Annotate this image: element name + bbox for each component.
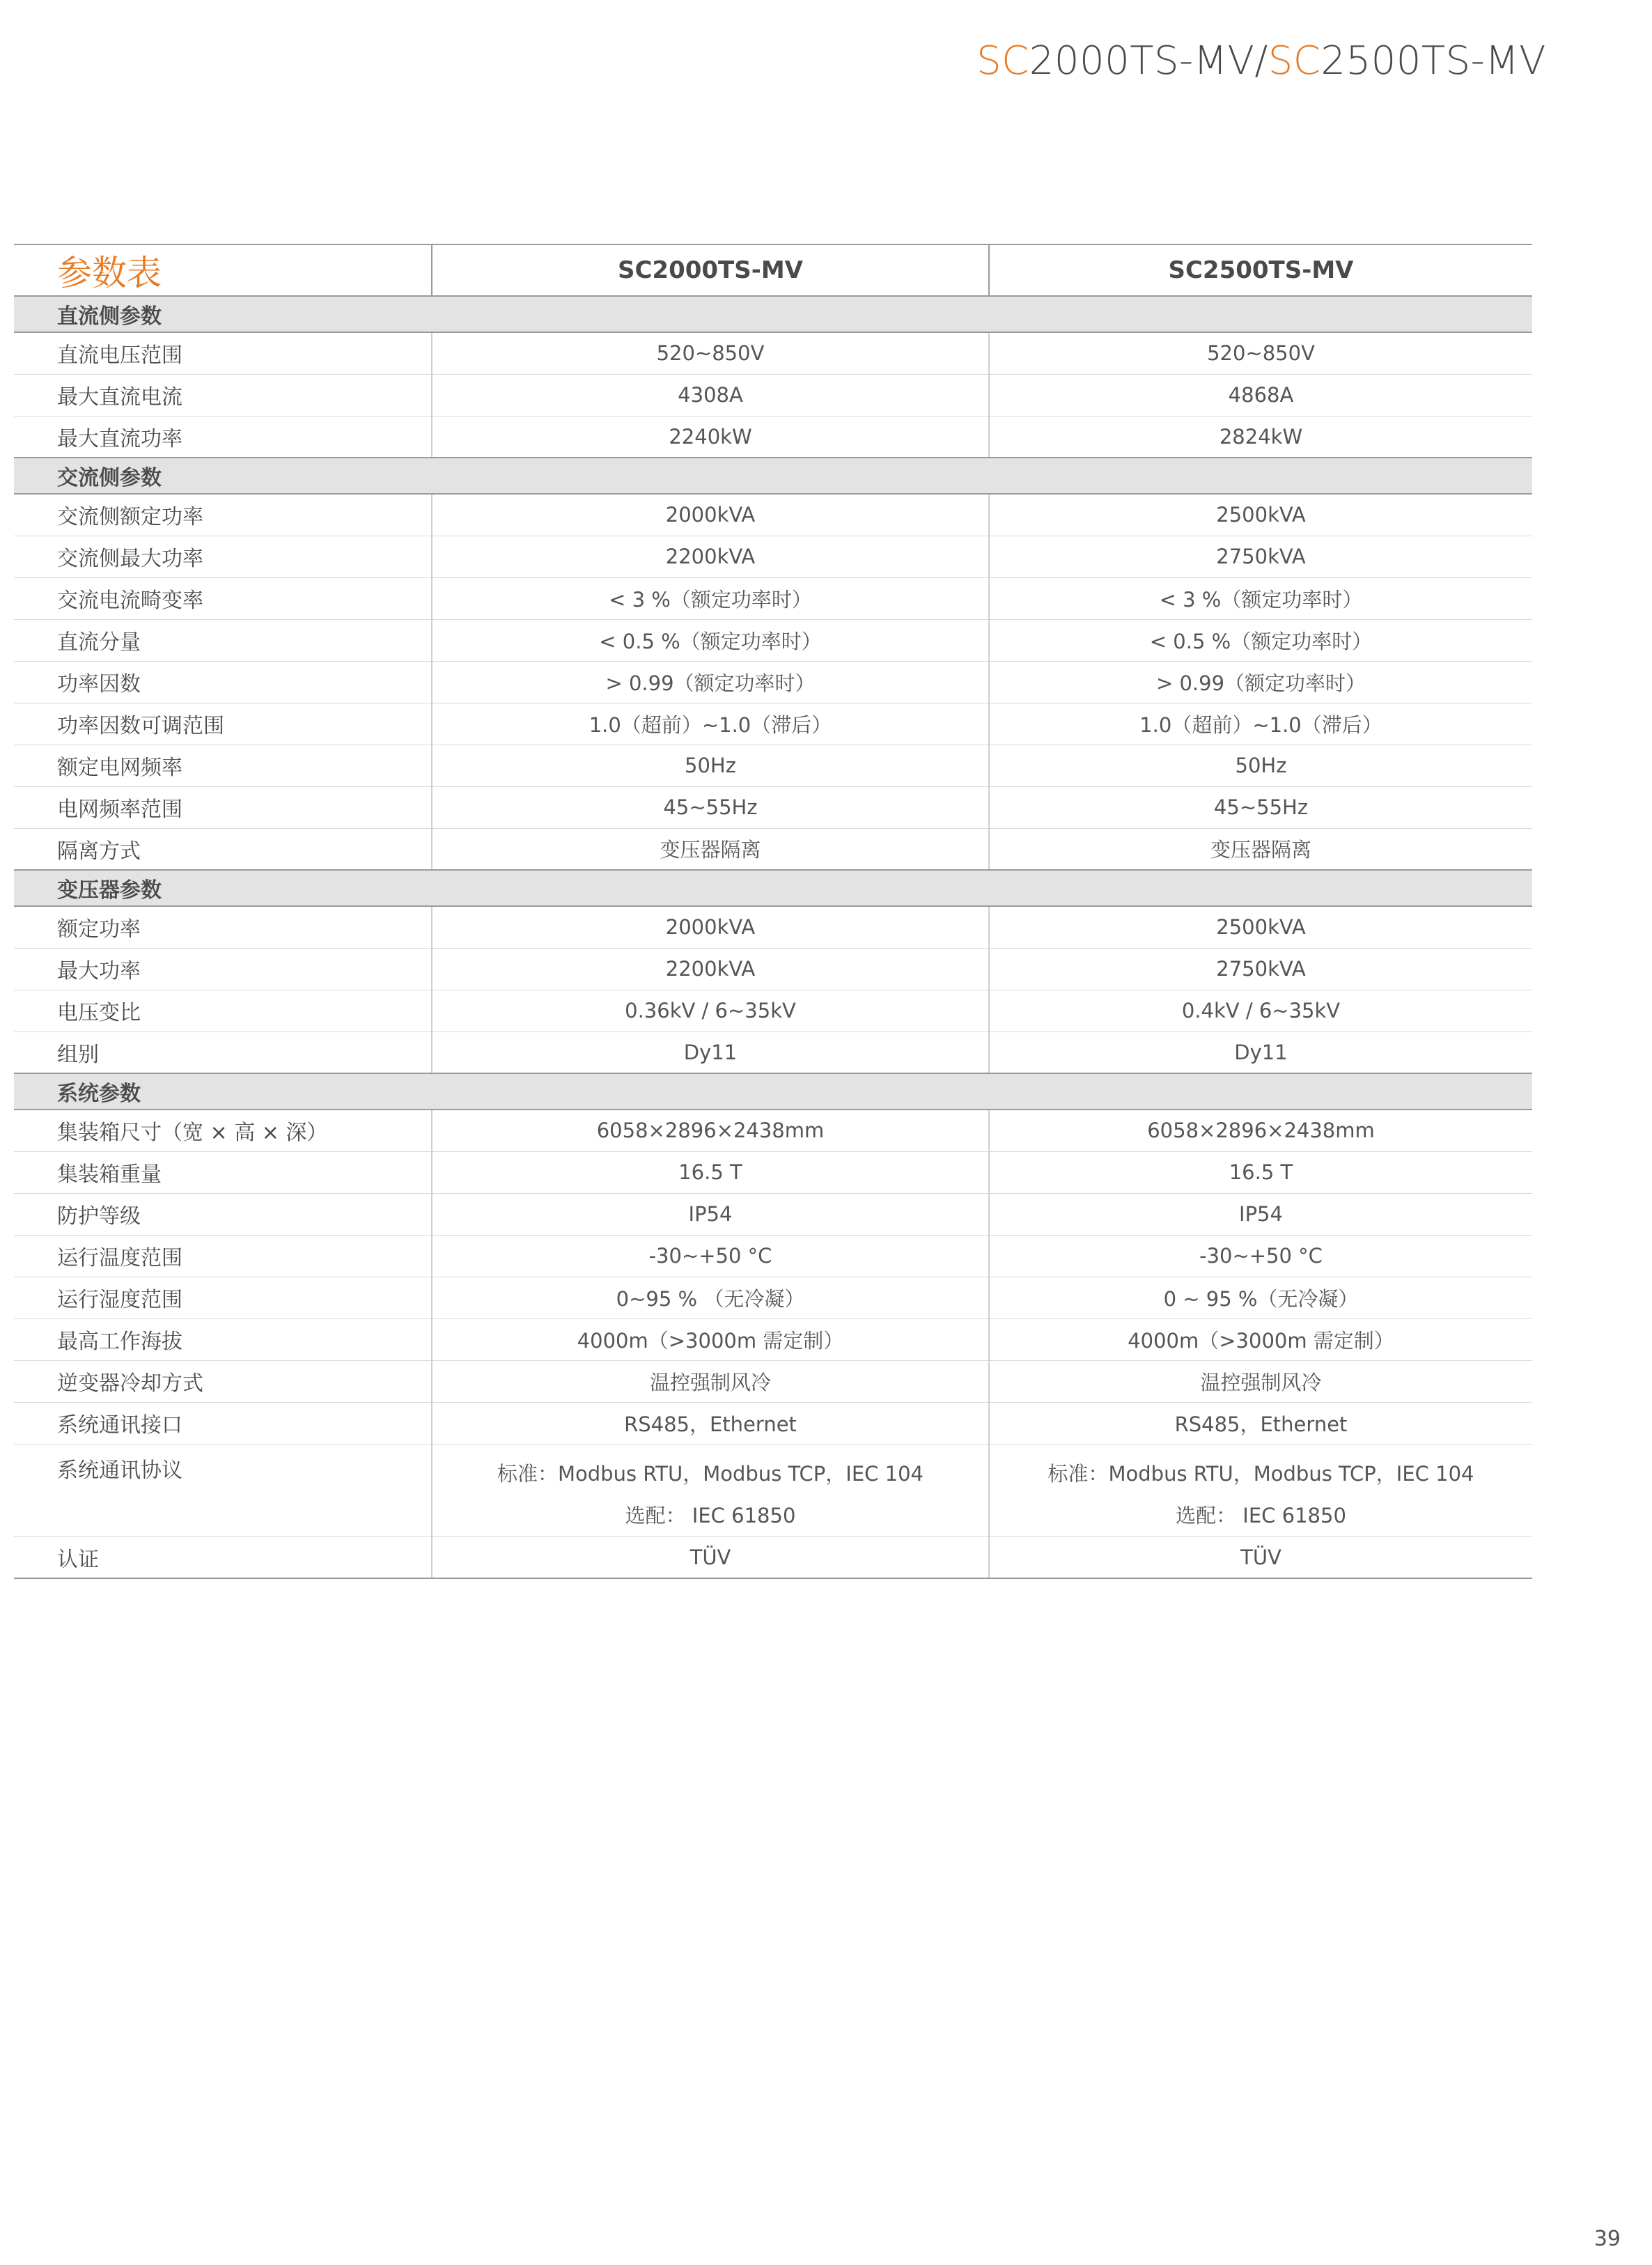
value-sc2500: 2500kVA [989,906,1532,948]
value-sc2000: 温控强制风冷 [432,1360,989,1402]
table-row [14,577,1532,619]
value-sc2500: Dy11 [989,1032,1532,1073]
value-sc2500: 16.5 T [989,1151,1532,1193]
row-label: 系统通讯接口 [14,1402,432,1444]
value-sc2500: < 3 %（额定功率时） [989,577,1532,619]
table-title: 参数表 [14,244,432,296]
value-sc2500: 2750kVA [989,948,1532,990]
value-sc2000: 2240kW [432,416,989,458]
row-label: 额定电网频率 [14,745,432,786]
row-label: 集装箱重量 [14,1151,432,1193]
column-header-b: SC2500TS-MV [989,244,1532,296]
value-sc2000: 16.5 T [432,1151,989,1193]
page-number: 39 [1593,2227,1621,2251]
row-label: 运行湿度范围 [14,1277,432,1318]
value-sc2500: 变压器隔离 [989,828,1532,870]
value-sc2000: 1.0（超前）~1.0（滞后） [432,703,989,745]
value-sc2000: -30~+50 °C [432,1235,989,1277]
value-sc2000: 4000m（>3000m 需定制） [432,1318,989,1360]
value-line: 标准：Modbus RTU，Modbus TCP，IEC 104 [1047,1461,1474,1486]
table-row [14,1318,1532,1360]
row-label: 交流侧最大功率 [14,536,432,577]
section-title: 交流侧参数 [14,458,1532,494]
model1-prefix: SC [976,38,1029,84]
value-sc2000: Dy11 [432,1032,989,1073]
value-sc2500: 2750kVA [989,536,1532,577]
table-row [14,1402,1532,1444]
section-title: 直流侧参数 [14,296,1532,332]
row-label: 系统通讯协议 [14,1444,432,1536]
table-body [14,296,1532,1578]
table-row [14,703,1532,745]
table-row [14,906,1532,948]
row-label: 运行温度范围 [14,1235,432,1277]
value-line: 选配： IEC 61850 [1176,1503,1346,1527]
value-sc2000: 6058×2896×2438mm [432,1110,989,1151]
value-sc2000: 0.36kV / 6~35kV [432,990,989,1032]
row-label: 交流电流畸变率 [14,577,432,619]
row-label: 最高工作海拔 [14,1318,432,1360]
row-label: 集装箱尺寸（宽 × 高 × 深） [14,1110,432,1151]
table-row [14,332,1532,374]
section-header-row [14,296,1532,332]
value-sc2000: < 0.5 %（额定功率时） [432,619,989,661]
table-row [14,374,1532,416]
table-row [14,786,1532,828]
table-row [14,948,1532,990]
table-row [14,1360,1532,1402]
table-row [14,1193,1532,1235]
value-sc2500: 4868A [989,374,1532,416]
value-sc2000: IP54 [432,1193,989,1235]
value-sc2500: 45~55Hz [989,786,1532,828]
table-row [14,745,1532,786]
model2-rest: 2500TS-MV [1320,38,1546,84]
spec-table [14,244,1532,1579]
value-sc2000: 520~850V [432,332,989,374]
row-label: 最大直流电流 [14,374,432,416]
table-row [14,1151,1532,1193]
section-title: 系统参数 [14,1073,1532,1110]
value-sc2500: 0.4kV / 6~35kV [989,990,1532,1032]
value-sc2000: RS485，Ethernet [432,1402,989,1444]
value-sc2500: -30~+50 °C [989,1235,1532,1277]
value-sc2000: 2200kVA [432,948,989,990]
table-row [14,536,1532,577]
row-label: 电网频率范围 [14,786,432,828]
value-sc2500: > 0.99（额定功率时） [989,661,1532,703]
table-row [14,1536,1532,1578]
value-sc2500: 50Hz [989,745,1532,786]
column-header-a: SC2000TS-MV [432,244,989,296]
section-header-row [14,870,1532,906]
row-label: 逆变器冷却方式 [14,1360,432,1402]
value-sc2500: 温控强制风冷 [989,1360,1532,1402]
value-sc2000: 2000kVA [432,494,989,536]
row-label: 直流分量 [14,619,432,661]
row-label: 功率因数可调范围 [14,703,432,745]
value-sc2500: IP54 [989,1193,1532,1235]
row-label: 认证 [14,1536,432,1578]
model2-prefix: SC [1268,38,1321,84]
value-sc2000: < 3 %（额定功率时） [432,577,989,619]
value-sc2000: TÜV [432,1536,989,1578]
table-row [14,619,1532,661]
value-sc2500: 6058×2896×2438mm [989,1110,1532,1151]
row-label: 组别 [14,1032,432,1073]
value-sc2500: 1.0（超前）~1.0（滞后） [989,703,1532,745]
table-row [14,828,1532,870]
page-header-models [976,38,1546,84]
table-row [14,1277,1532,1318]
value-sc2000: 变压器隔离 [432,828,989,870]
row-label: 交流侧额定功率 [14,494,432,536]
section-header-row [14,458,1532,494]
value-sc2500: 520~850V [989,332,1532,374]
value-sc2000: 2000kVA [432,906,989,948]
value-line: 选配： IEC 61850 [625,1503,796,1527]
value-sc2500: TÜV [989,1536,1532,1578]
value-line: 标准：Modbus RTU，Modbus TCP，IEC 104 [497,1461,924,1486]
value-sc2000: 4308A [432,374,989,416]
row-label: 最大功率 [14,948,432,990]
value-sc2500: 4000m（>3000m 需定制） [989,1318,1532,1360]
table-row [14,1444,1532,1536]
value-sc2000 [432,1444,989,1536]
table-row [14,1110,1532,1151]
model1-rest: 2000TS-MV/ [1029,38,1268,84]
value-sc2500 [989,1444,1532,1536]
value-sc2000: 50Hz [432,745,989,786]
table-row [14,1235,1532,1277]
row-label: 隔离方式 [14,828,432,870]
value-sc2500: 0 ~ 95 %（无冷凝） [989,1277,1532,1318]
value-sc2500: 2500kVA [989,494,1532,536]
table-row [14,494,1532,536]
section-title: 变压器参数 [14,870,1532,906]
row-label: 直流电压范围 [14,332,432,374]
row-label: 防护等级 [14,1193,432,1235]
row-label: 功率因数 [14,661,432,703]
table-header-row [14,244,1532,296]
table-row [14,661,1532,703]
row-label: 电压变比 [14,990,432,1032]
value-sc2000: 2200kVA [432,536,989,577]
value-sc2000: > 0.99（额定功率时） [432,661,989,703]
section-header-row [14,1073,1532,1110]
value-sc2500: < 0.5 %（额定功率时） [989,619,1532,661]
value-sc2000: 45~55Hz [432,786,989,828]
value-sc2500: RS485，Ethernet [989,1402,1532,1444]
row-label: 最大直流功率 [14,416,432,458]
value-sc2500: 2824kW [989,416,1532,458]
row-label: 额定功率 [14,906,432,948]
value-sc2000: 0~95 % （无冷凝） [432,1277,989,1318]
table-row [14,990,1532,1032]
table-row [14,416,1532,458]
table-row [14,1032,1532,1073]
